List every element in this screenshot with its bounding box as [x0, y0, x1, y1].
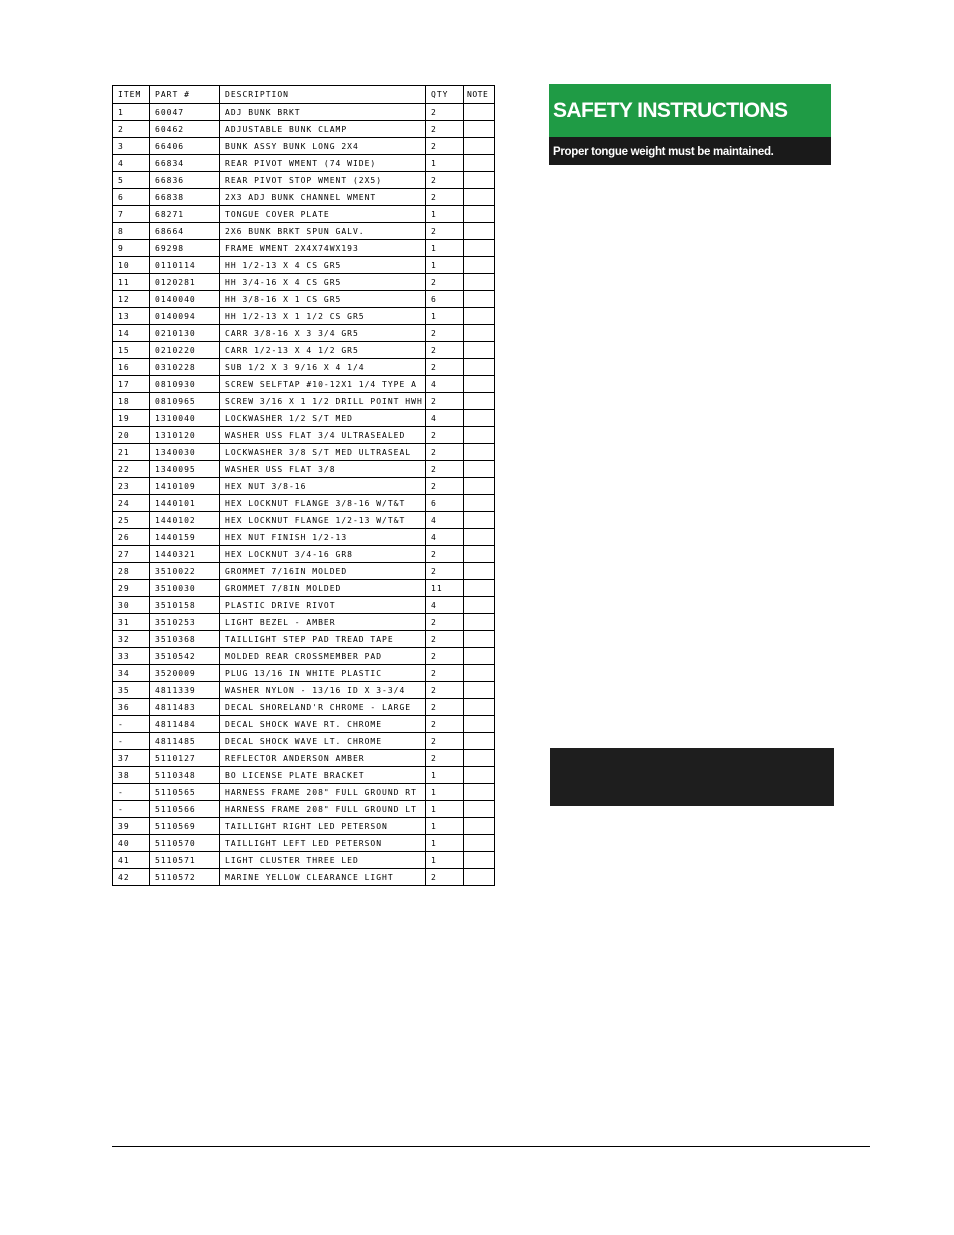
cell-note [464, 223, 495, 240]
table-row [113, 427, 495, 444]
cell-note [464, 733, 495, 750]
cell-item: 33 [113, 648, 150, 665]
cell-note [464, 444, 495, 461]
cell-item: - [113, 716, 150, 733]
cell-part-number: 4811339 [150, 682, 220, 699]
cell-description: BUNK ASSY BUNK LONG 2X4 [220, 138, 426, 155]
cell-item: 20 [113, 427, 150, 444]
cell-qty: 4 [426, 597, 464, 614]
cell-note [464, 274, 495, 291]
cell-description: HH 1/2-13 X 4 CS GR5 [220, 257, 426, 274]
cell-item: 39 [113, 818, 150, 835]
cell-qty: 2 [426, 393, 464, 410]
cell-item: 8 [113, 223, 150, 240]
table-row [113, 206, 495, 223]
table-row [113, 750, 495, 767]
cell-part-number: 66834 [150, 155, 220, 172]
cell-item: 40 [113, 835, 150, 852]
cell-item: 31 [113, 614, 150, 631]
cell-item: 1 [113, 104, 150, 121]
cell-note [464, 546, 495, 563]
cell-part-number: 0110114 [150, 257, 220, 274]
cell-item: 36 [113, 699, 150, 716]
cell-description: REFLECTOR ANDERSON AMBER [220, 750, 426, 767]
header-item: ITEM [113, 86, 150, 104]
cell-description: TAILLIGHT LEFT LED PETERSON [220, 835, 426, 852]
cell-qty: 1 [426, 784, 464, 801]
cell-note [464, 818, 495, 835]
table-row [113, 444, 495, 461]
cell-qty: 2 [426, 444, 464, 461]
cell-part-number: 3510158 [150, 597, 220, 614]
cell-description: SUB 1/2 X 3 9/16 X 4 1/4 [220, 359, 426, 376]
table-row [113, 648, 495, 665]
cell-item: 24 [113, 495, 150, 512]
table-row [113, 495, 495, 512]
cell-note [464, 835, 495, 852]
cell-item: 13 [113, 308, 150, 325]
cell-part-number: 68664 [150, 223, 220, 240]
cell-qty: 11 [426, 580, 464, 597]
table-row [113, 240, 495, 257]
cell-part-number: 60462 [150, 121, 220, 138]
cell-description: MOLDED REAR CROSSMEMBER PAD [220, 648, 426, 665]
cell-description: SCREW SELFTAP #10-12X1 1/4 TYPE A [220, 376, 426, 393]
cell-note [464, 121, 495, 138]
cell-note [464, 597, 495, 614]
cell-qty: 1 [426, 206, 464, 223]
cell-part-number: 3510030 [150, 580, 220, 597]
cell-description: MARINE YELLOW CLEARANCE LIGHT [220, 869, 426, 886]
table-row [113, 172, 495, 189]
cell-part-number: 1440101 [150, 495, 220, 512]
cell-part-number: 1340030 [150, 444, 220, 461]
cell-description: REAR PIVOT STOP WMENT (2X5) [220, 172, 426, 189]
table-row [113, 393, 495, 410]
header-qty: QTY [426, 86, 464, 104]
cell-description: HH 3/4-16 X 4 CS GR5 [220, 274, 426, 291]
cell-description: GROMMET 7/16IN MOLDED [220, 563, 426, 580]
cell-description: DECAL SHORELAND'R CHROME - LARGE [220, 699, 426, 716]
table-row [113, 155, 495, 172]
cell-qty: 2 [426, 716, 464, 733]
cell-note [464, 869, 495, 886]
cell-description: HEX LOCKNUT FLANGE 1/2-13 W/T&T [220, 512, 426, 529]
cell-part-number: 3510022 [150, 563, 220, 580]
cell-item: 28 [113, 563, 150, 580]
cell-item: - [113, 784, 150, 801]
cell-qty: 1 [426, 308, 464, 325]
cell-note [464, 206, 495, 223]
cell-item: 15 [113, 342, 150, 359]
cell-qty: 2 [426, 121, 464, 138]
cell-part-number: 5110127 [150, 750, 220, 767]
cell-qty: 2 [426, 274, 464, 291]
cell-part-number: 0810965 [150, 393, 220, 410]
table-row [113, 580, 495, 597]
cell-note [464, 410, 495, 427]
table-row [113, 597, 495, 614]
table-row [113, 308, 495, 325]
cell-item: 2 [113, 121, 150, 138]
cell-item: 26 [113, 529, 150, 546]
cell-qty: 4 [426, 529, 464, 546]
cell-description: ADJ BUNK BRKT [220, 104, 426, 121]
cell-part-number: 3510542 [150, 648, 220, 665]
cell-item: 22 [113, 461, 150, 478]
cell-note [464, 495, 495, 512]
cell-note [464, 580, 495, 597]
cell-note [464, 138, 495, 155]
cell-item: 11 [113, 274, 150, 291]
cell-qty: 1 [426, 818, 464, 835]
cell-qty: 1 [426, 835, 464, 852]
cell-qty: 2 [426, 665, 464, 682]
cell-qty: 2 [426, 733, 464, 750]
table-row [113, 274, 495, 291]
table-row [113, 325, 495, 342]
cell-part-number: 1410109 [150, 478, 220, 495]
cell-note [464, 393, 495, 410]
footer-rule [112, 1146, 870, 1147]
cell-description: HARNESS FRAME 208" FULL GROUND RT [220, 784, 426, 801]
cell-qty: 1 [426, 155, 464, 172]
cell-description: WASHER USS FLAT 3/8 [220, 461, 426, 478]
cell-item: 38 [113, 767, 150, 784]
cell-note [464, 614, 495, 631]
cell-part-number: 0140040 [150, 291, 220, 308]
cell-note [464, 563, 495, 580]
cell-note [464, 189, 495, 206]
cell-part-number: 4811483 [150, 699, 220, 716]
cell-item: 14 [113, 325, 150, 342]
cell-part-number: 1340095 [150, 461, 220, 478]
table-row [113, 478, 495, 495]
cell-qty: 6 [426, 291, 464, 308]
table-row [113, 869, 495, 886]
cell-item: 35 [113, 682, 150, 699]
cell-part-number: 0810930 [150, 376, 220, 393]
cell-description: TAILLIGHT STEP PAD TREAD TAPE [220, 631, 426, 648]
cell-item: - [113, 733, 150, 750]
cell-note [464, 172, 495, 189]
cell-item: 12 [113, 291, 150, 308]
cell-qty: 2 [426, 223, 464, 240]
cell-qty: 2 [426, 325, 464, 342]
cell-part-number: 1310040 [150, 410, 220, 427]
cell-note [464, 342, 495, 359]
cell-description: 2X3 ADJ BUNK CHANNEL WMENT [220, 189, 426, 206]
cell-item: 9 [113, 240, 150, 257]
cell-part-number: 5110570 [150, 835, 220, 852]
cell-note [464, 852, 495, 869]
table-row [113, 121, 495, 138]
cell-item: 32 [113, 631, 150, 648]
cell-note [464, 512, 495, 529]
cell-qty: 2 [426, 138, 464, 155]
cell-description: REAR PIVOT WMENT (74 WIDE) [220, 155, 426, 172]
cell-item: 29 [113, 580, 150, 597]
cell-qty: 4 [426, 410, 464, 427]
cell-qty: 2 [426, 359, 464, 376]
cell-item: 42 [113, 869, 150, 886]
table-row [113, 614, 495, 631]
cell-part-number: 0210220 [150, 342, 220, 359]
table-header-row [113, 86, 495, 104]
cell-description: PLASTIC DRIVE RIVOT [220, 597, 426, 614]
cell-note [464, 648, 495, 665]
cell-qty: 2 [426, 427, 464, 444]
table-row [113, 376, 495, 393]
table-row [113, 359, 495, 376]
header-note: NOTE [464, 86, 495, 104]
cell-item: 41 [113, 852, 150, 869]
table-row [113, 461, 495, 478]
parts-table-body [113, 104, 495, 886]
table-row [113, 138, 495, 155]
cell-description: LIGHT CLUSTER THREE LED [220, 852, 426, 869]
cell-qty: 6 [426, 495, 464, 512]
cell-qty: 1 [426, 852, 464, 869]
cell-description: WASHER NYLON - 13/16 ID X 3-3/4 [220, 682, 426, 699]
cell-note [464, 257, 495, 274]
cell-item: 34 [113, 665, 150, 682]
cell-qty: 2 [426, 699, 464, 716]
cell-part-number: 0310228 [150, 359, 220, 376]
cell-qty: 4 [426, 376, 464, 393]
cell-qty: 1 [426, 257, 464, 274]
cell-item: 5 [113, 172, 150, 189]
cell-item: 25 [113, 512, 150, 529]
cell-qty: 2 [426, 478, 464, 495]
cell-part-number: 66836 [150, 172, 220, 189]
table-row [113, 852, 495, 869]
cell-item: 18 [113, 393, 150, 410]
table-row [113, 835, 495, 852]
cell-qty: 1 [426, 801, 464, 818]
cell-part-number: 4811484 [150, 716, 220, 733]
cell-description: HEX LOCKNUT 3/4-16 GR8 [220, 546, 426, 563]
cell-part-number: 68271 [150, 206, 220, 223]
cell-qty: 2 [426, 104, 464, 121]
cell-item: 30 [113, 597, 150, 614]
cell-part-number: 1440321 [150, 546, 220, 563]
parts-list-table [112, 85, 495, 886]
cell-part-number: 69298 [150, 240, 220, 257]
cell-description: HH 1/2-13 X 1 1/2 CS GR5 [220, 308, 426, 325]
cell-part-number: 5110566 [150, 801, 220, 818]
table-row [113, 546, 495, 563]
header-description: DESCRIPTION [220, 86, 426, 104]
table-row [113, 189, 495, 206]
cell-note [464, 461, 495, 478]
cell-part-number: 3520009 [150, 665, 220, 682]
cell-description: BO LICENSE PLATE BRACKET [220, 767, 426, 784]
cell-item: 27 [113, 546, 150, 563]
table-row [113, 801, 495, 818]
cell-item: 6 [113, 189, 150, 206]
table-row [113, 257, 495, 274]
cell-qty: 2 [426, 648, 464, 665]
cell-part-number: 1310120 [150, 427, 220, 444]
cell-description: WASHER USS FLAT 3/4 ULTRASEALED [220, 427, 426, 444]
cell-qty: 2 [426, 546, 464, 563]
header-part-number: PART # [150, 86, 220, 104]
cell-part-number: 1440102 [150, 512, 220, 529]
table-row [113, 410, 495, 427]
cell-description: PLUG 13/16 IN WHITE PLASTIC [220, 665, 426, 682]
cell-description: TAILLIGHT RIGHT LED PETERSON [220, 818, 426, 835]
cell-description: CARR 1/2-13 X 4 1/2 GR5 [220, 342, 426, 359]
cell-description: SCREW 3/16 X 1 1/2 DRILL POINT HWH [220, 393, 426, 410]
cell-description: GROMMET 7/8IN MOLDED [220, 580, 426, 597]
cell-qty: 2 [426, 631, 464, 648]
table-row [113, 818, 495, 835]
cell-description: FRAME WMENT 2X4X74WX193 [220, 240, 426, 257]
table-row [113, 342, 495, 359]
cell-item: 4 [113, 155, 150, 172]
table-row [113, 716, 495, 733]
table-row [113, 223, 495, 240]
cell-description: ADJUSTABLE BUNK CLAMP [220, 121, 426, 138]
cell-description: HEX NUT FINISH 1/2-13 [220, 529, 426, 546]
cell-qty: 2 [426, 563, 464, 580]
table-row [113, 665, 495, 682]
table-row [113, 563, 495, 580]
cell-note [464, 716, 495, 733]
cell-note [464, 767, 495, 784]
cell-item: 3 [113, 138, 150, 155]
cell-note [464, 104, 495, 121]
cell-note [464, 308, 495, 325]
cell-description: LOCKWASHER 3/8 S/T MED ULTRASEAL [220, 444, 426, 461]
safety-title: SAFETY INSTRUCTIONS [549, 84, 831, 137]
cell-description: CARR 3/8-16 X 3 3/4 GR5 [220, 325, 426, 342]
cell-qty: 2 [426, 342, 464, 359]
table-row [113, 291, 495, 308]
cell-note [464, 325, 495, 342]
cell-item: 7 [113, 206, 150, 223]
cell-qty: 2 [426, 750, 464, 767]
cell-note [464, 631, 495, 648]
cell-qty: 1 [426, 767, 464, 784]
cell-part-number: 3510368 [150, 631, 220, 648]
table-row [113, 682, 495, 699]
table-row [113, 104, 495, 121]
table-row [113, 631, 495, 648]
cell-note [464, 699, 495, 716]
cell-note [464, 155, 495, 172]
cell-item: - [113, 801, 150, 818]
cell-note [464, 291, 495, 308]
cell-qty: 2 [426, 189, 464, 206]
cell-part-number: 5110572 [150, 869, 220, 886]
cell-qty: 2 [426, 172, 464, 189]
table-row [113, 767, 495, 784]
safety-instructions-box [549, 84, 831, 165]
cell-part-number: 0120281 [150, 274, 220, 291]
cell-note [464, 359, 495, 376]
table-row [113, 733, 495, 750]
cell-part-number: 5110571 [150, 852, 220, 869]
cell-note [464, 240, 495, 257]
cell-note [464, 784, 495, 801]
cell-description: DECAL SHOCK WAVE RT. CHROME [220, 716, 426, 733]
cell-description: DECAL SHOCK WAVE LT. CHROME [220, 733, 426, 750]
cell-item: 23 [113, 478, 150, 495]
cell-item: 16 [113, 359, 150, 376]
cell-qty: 1 [426, 240, 464, 257]
cell-part-number: 1440159 [150, 529, 220, 546]
cell-description: HEX LOCKNUT FLANGE 3/8-16 W/T&T [220, 495, 426, 512]
cell-note [464, 665, 495, 682]
cell-item: 19 [113, 410, 150, 427]
cell-part-number: 5110569 [150, 818, 220, 835]
cell-qty: 2 [426, 614, 464, 631]
cell-part-number: 4811485 [150, 733, 220, 750]
cell-note [464, 427, 495, 444]
cell-note [464, 682, 495, 699]
cell-note [464, 376, 495, 393]
dark-panel [550, 748, 834, 806]
cell-description: HEX NUT 3/8-16 [220, 478, 426, 495]
cell-item: 21 [113, 444, 150, 461]
cell-part-number: 0140094 [150, 308, 220, 325]
cell-description: LOCKWASHER 1/2 S/T MED [220, 410, 426, 427]
cell-part-number: 5110348 [150, 767, 220, 784]
cell-description: LIGHT BEZEL - AMBER [220, 614, 426, 631]
cell-part-number: 5110565 [150, 784, 220, 801]
cell-note [464, 529, 495, 546]
table-row [113, 699, 495, 716]
table-row [113, 784, 495, 801]
cell-part-number: 3510253 [150, 614, 220, 631]
cell-note [464, 801, 495, 818]
cell-description: TONGUE COVER PLATE [220, 206, 426, 223]
safety-text: Proper tongue weight must be maintained. [553, 146, 774, 158]
cell-item: 37 [113, 750, 150, 767]
cell-description: HARNESS FRAME 208" FULL GROUND LT [220, 801, 426, 818]
cell-part-number: 66838 [150, 189, 220, 206]
cell-note [464, 750, 495, 767]
cell-part-number: 0210130 [150, 325, 220, 342]
cell-qty: 2 [426, 682, 464, 699]
table-row [113, 512, 495, 529]
cell-item: 10 [113, 257, 150, 274]
cell-part-number: 60047 [150, 104, 220, 121]
table-row [113, 529, 495, 546]
cell-note [464, 478, 495, 495]
cell-description: HH 3/8-16 X 1 CS GR5 [220, 291, 426, 308]
cell-qty: 2 [426, 869, 464, 886]
cell-item: 17 [113, 376, 150, 393]
cell-qty: 2 [426, 461, 464, 478]
cell-qty: 4 [426, 512, 464, 529]
cell-description: 2X6 BUNK BRKT SPUN GALV. [220, 223, 426, 240]
cell-part-number: 66406 [150, 138, 220, 155]
